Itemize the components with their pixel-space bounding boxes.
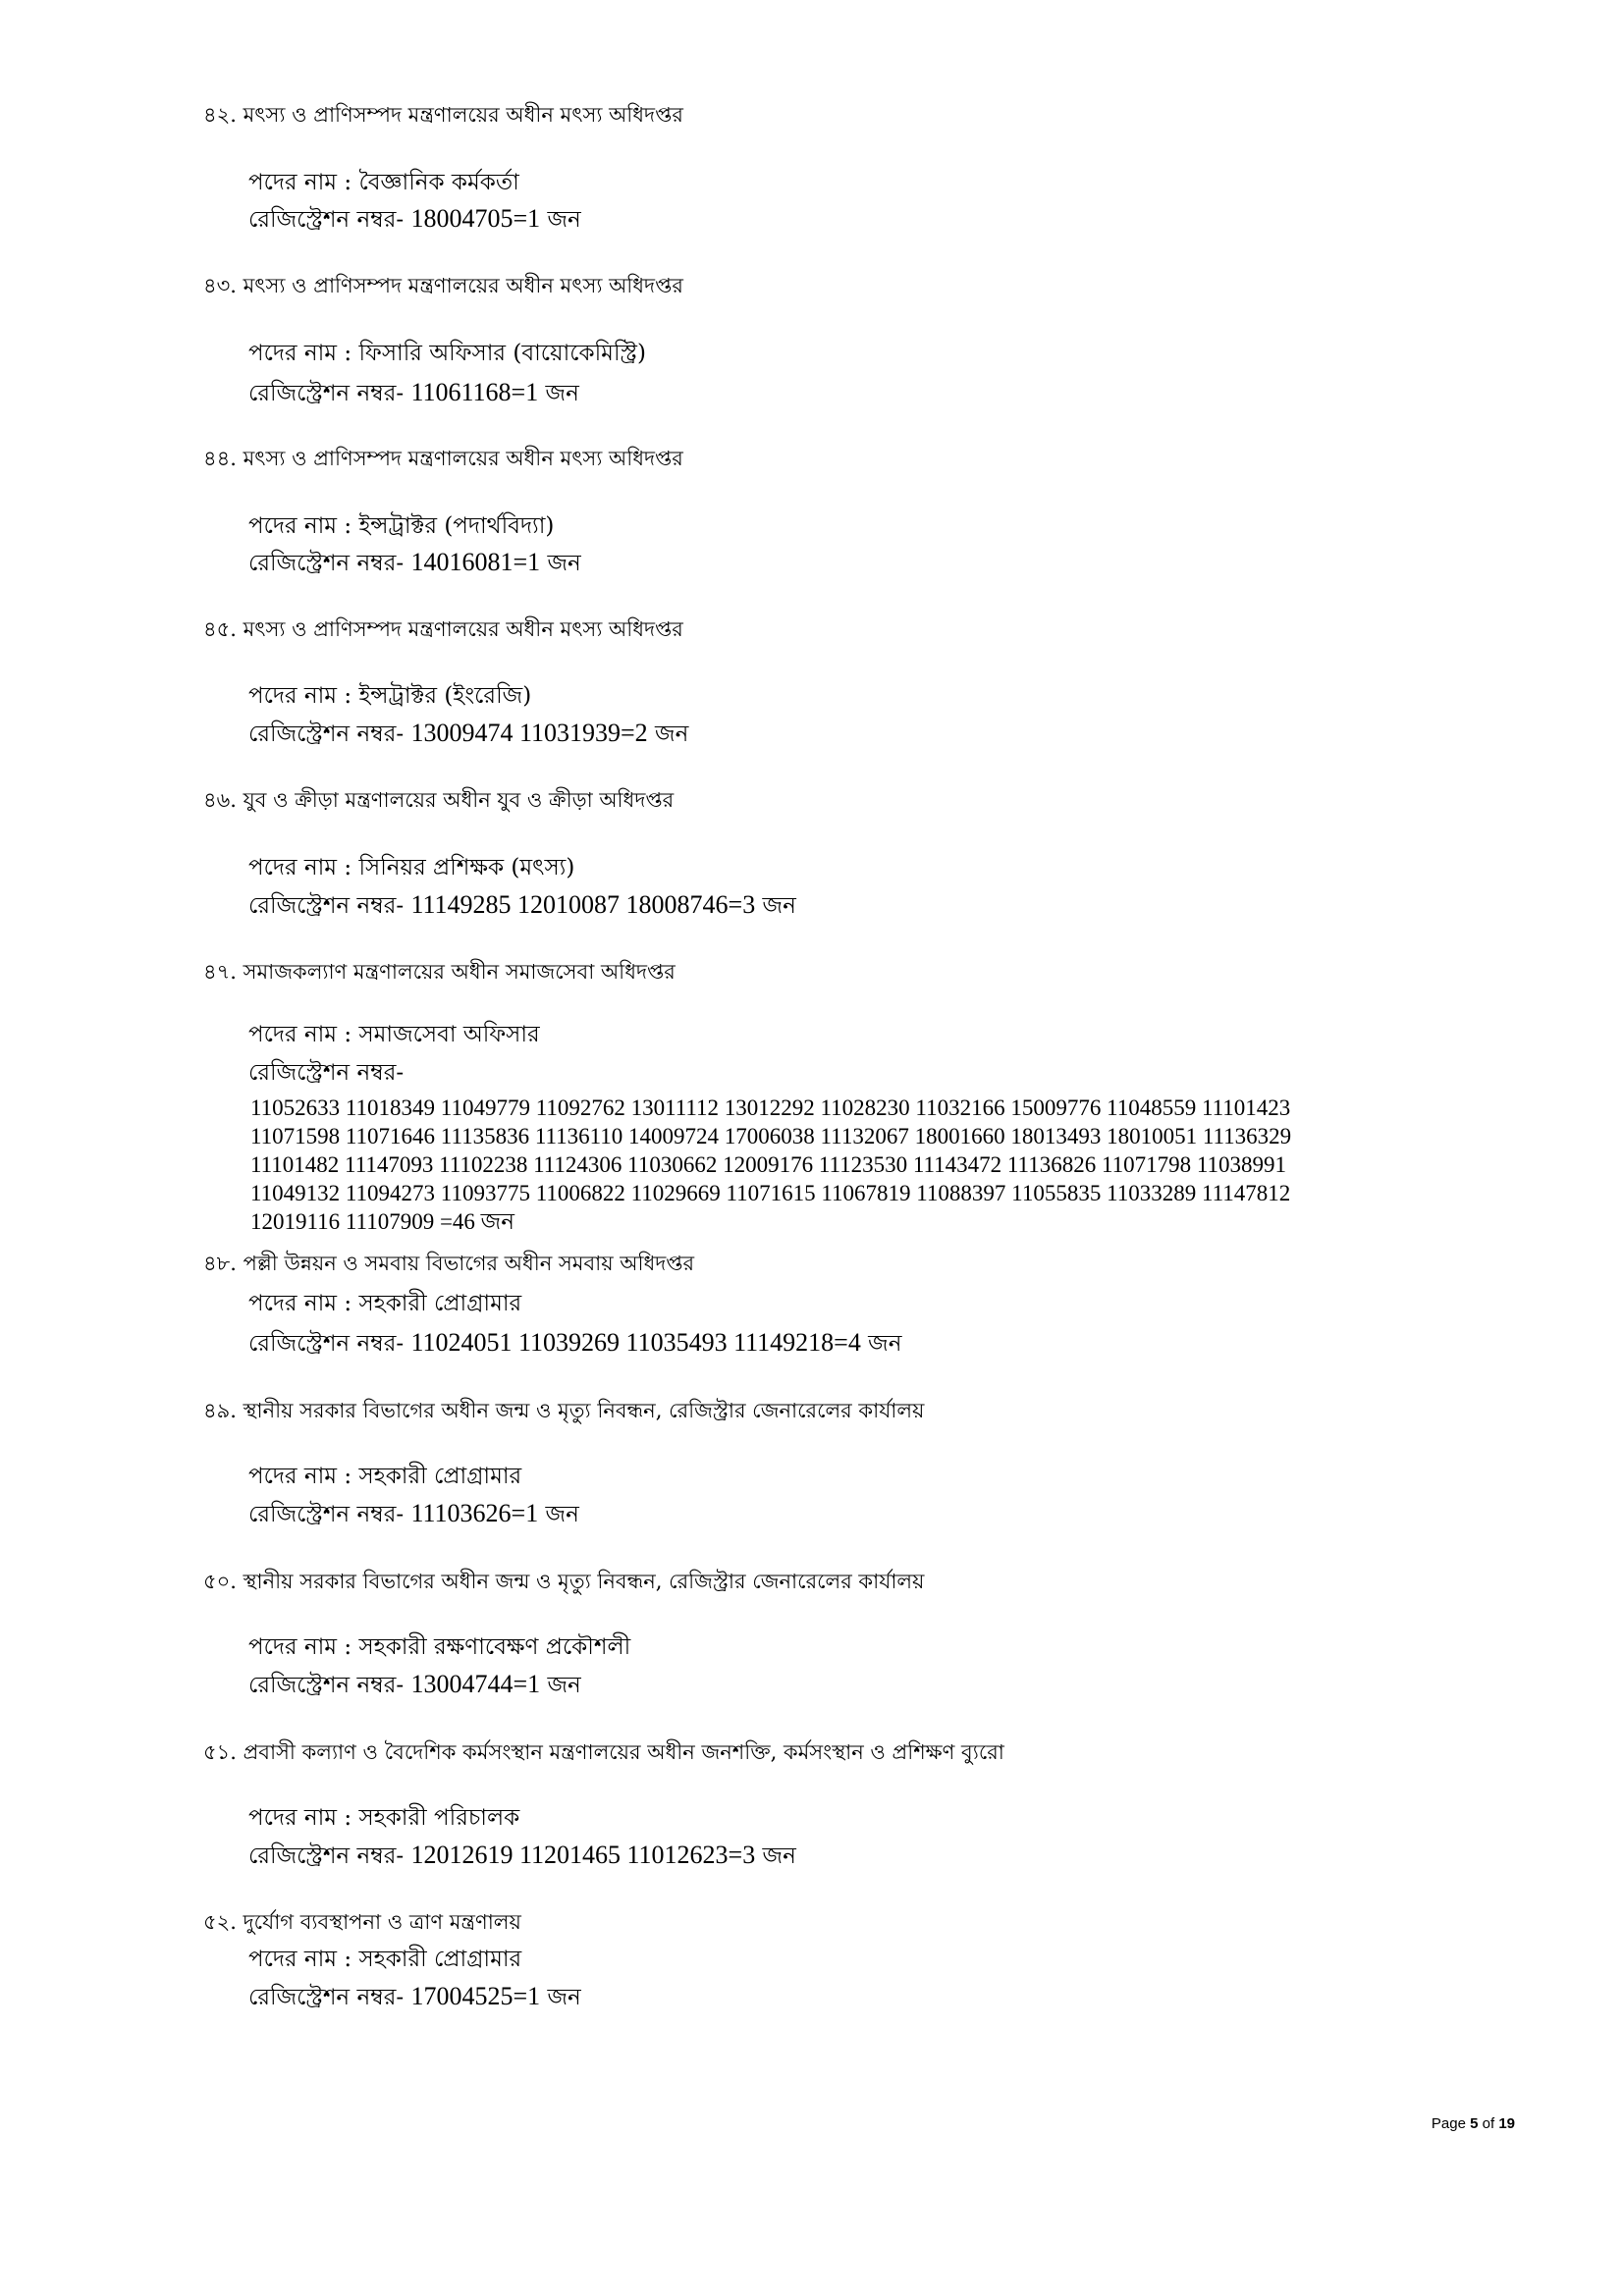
- post-name-45: পদের নাম : ইন্সট্রাক্টর (ইংরেজি): [248, 683, 532, 709]
- registration-number-list-47: [250, 1094, 1527, 1236]
- registration-label: রেজিস্ট্রেশন নম্বর-: [248, 1673, 405, 1698]
- post-name-46: পদের নাম : সিনিয়র প্রশিক্ষক (মৎস্য): [248, 855, 575, 881]
- number-line: 11052633 11018349 11049779 11092762 13011112 13012292 11028230 11032166 15009776 11048559 11101423: [250, 1095, 1291, 1120]
- unit-label: জন: [547, 1985, 581, 2010]
- post-name-49: পদের নাম : সহকারী প্রোগ্রামার: [248, 1464, 522, 1489]
- registration-numbers: 18004705=1: [410, 204, 541, 233]
- post-name-51: পদের নাম : সহকারী পরিচালক: [248, 1805, 520, 1831]
- registration-numbers: 12012619 11201465 11012623=3: [410, 1841, 756, 1869]
- post-name-43: পদের নাম : ফিসারি অফিসার (বায়োকেমিস্ট্রি): [248, 341, 646, 366]
- registration-label: রেজিস্ট্রেশন নম্বর-: [248, 1331, 405, 1357]
- entry-heading-42: ৪২. মৎস্য ও প্রাণিসম্পদ মন্ত্রণালয়ের অধীন মৎস্য অধিদপ্তর: [203, 103, 683, 127]
- unit-label: জন: [547, 207, 581, 233]
- registration-numbers: 14016081=1: [410, 548, 541, 576]
- entry-heading-50: ৫০. স্থানীয় সরকার বিভাগের অধীন জন্ম ও মৃত্যু নিবন্ধন, রেজিস্ট্রার জেনারেলের কার্যালয়: [203, 1570, 925, 1593]
- registration-label: রেজিস্ট্রেশন নম্বর-: [248, 893, 405, 919]
- entry-heading-52: ৫২. দুর্যোগ ব্যবস্থাপনা ও ত্রাণ মন্ত্রণালয়: [203, 1910, 521, 1934]
- registration-label: রেজিস্ট্রেশন নম্বর-: [248, 551, 405, 576]
- unit-label: জন: [545, 1502, 579, 1527]
- entry-heading-47: ৪৭. সমাজকল্যাণ মন্ত্রণালয়ের অধীন সমাজসেবা অধিদপ্তর: [203, 960, 676, 984]
- current-page: 5: [1470, 2115, 1479, 2132]
- of-word: of: [1482, 2115, 1495, 2132]
- entry-heading-49: ৪৯. স্থানীয় সরকার বিভাগের অধীন জন্ম ও মৃত্যু নিবন্ধন, রেজিস্ট্রার জেনারেলের কার্যালয়: [203, 1399, 925, 1422]
- post-name-52: পদের নাম : সহকারী প্রোগ্রামার: [248, 1947, 522, 1972]
- registration-51: [248, 1840, 796, 1872]
- registration-45: [248, 718, 688, 750]
- number-line: 11049132 11094273 11093775 11006822 11029669 11071615 11067819 11088397 11055835 11033289 11147812: [250, 1181, 1291, 1205]
- registration-numbers: 11061168=1: [410, 378, 539, 406]
- number-line-total: [250, 1207, 1527, 1236]
- entry-heading-44: ৪৪. মৎস্য ও প্রাণিসম্পদ মন্ত্রণালয়ের অধীন মৎস্য অধিদপ্তর: [203, 447, 683, 470]
- registration-label: রেজিস্ট্রেশন নম্বর-: [248, 1502, 405, 1527]
- registration-49: [248, 1498, 579, 1530]
- registration-52: [248, 1981, 581, 2013]
- unit-label: জন: [547, 551, 581, 576]
- post-name-47: পদের নাম : সমাজসেবা অফিসার: [248, 1022, 540, 1047]
- registration-label: রেজিস্ট্রেশন নম্বর-: [248, 1985, 405, 2010]
- number-line: 12019116 11107909 =46: [250, 1209, 475, 1234]
- page-number: [1432, 2115, 1515, 2132]
- registration-44: [248, 547, 581, 579]
- post-name-44: পদের নাম : ইন্সট্রাক্টর (পদার্থবিদ্যা): [248, 513, 555, 539]
- unit-label: জন: [762, 893, 796, 919]
- post-name-42: পদের নাম : বৈজ্ঞানিক কর্মকর্তা: [248, 170, 519, 195]
- registration-numbers: 11149285 12010087 18008746=3: [410, 890, 756, 919]
- unit-label: জন: [547, 1673, 581, 1698]
- registration-46: [248, 889, 796, 922]
- number-line: 11101482 11147093 11102238 11124306 11030662 12009176 11123530 11143472 11136826 11071798 11038991: [250, 1152, 1286, 1177]
- registration-label: রেজিস্ট্রেশন নম্বর-: [248, 1060, 405, 1086]
- unit-label: জন: [545, 381, 579, 406]
- post-name-50: পদের নাম : সহকারী রক্ষণাবেক্ষণ প্রকৌশলী: [248, 1634, 631, 1660]
- registration-label: রেজিস্ট্রেশন নম্বর-: [248, 721, 405, 747]
- registration-numbers: 11103626=1: [410, 1499, 539, 1527]
- entry-heading-43: ৪৩. মৎস্য ও প্রাণিসম্পদ মন্ত্রণালয়ের অধীন মৎস্য অধিদপ্তর: [203, 274, 683, 297]
- entry-heading-45: ৪৫. মৎস্য ও প্রাণিসম্পদ মন্ত্রণালয়ের অধীন মৎস্য অধিদপ্তর: [203, 617, 683, 641]
- unit-label: জন: [762, 1843, 796, 1869]
- registration-numbers: 17004525=1: [410, 1982, 541, 2010]
- entry-heading-48: ৪৮. পল্লী উন্নয়ন ও সমবায় বিভাগের অধীন সমবায় অধিদপ্তর: [203, 1252, 695, 1275]
- entry-heading-51: ৫১. প্রবাসী কল্যাণ ও বৈদেশিক কর্মসংস্থান মন্ত্রণালয়ের অধীন জনশক্তি, কর্মসংস্থান ও প্রশিক্ষণ ব্যুরো: [203, 1740, 1004, 1764]
- registration-42: [248, 203, 581, 236]
- registration-label: রেজিস্ট্রেশন নম্বর-: [248, 381, 405, 406]
- total-pages: 19: [1498, 2115, 1515, 2132]
- post-name-48: পদের নাম : সহকারী প্রোগ্রামার: [248, 1291, 522, 1316]
- entry-heading-46: ৪৬. যুব ও ক্রীড়া মন্ত্রণালয়ের অধীন যুব ও ক্রীড়া অধিদপ্তর: [203, 788, 675, 812]
- registration-label: রেজিস্ট্রেশন নম্বর-: [248, 207, 405, 233]
- page-word: Page: [1431, 2115, 1466, 2132]
- registration-48: [248, 1327, 901, 1360]
- registration-numbers: 13004744=1: [410, 1670, 541, 1698]
- registration-numbers: 11024051 11039269 11035493 11149218=4: [410, 1328, 861, 1357]
- unit-label: জন: [868, 1331, 902, 1357]
- registration-numbers: 13009474 11031939=2: [410, 719, 648, 747]
- number-line: 11071598 11071646 11135836 11136110 14009724 17006038 11132067 18001660 18013493 18010051 11136329: [250, 1124, 1292, 1148]
- registration-50: [248, 1669, 581, 1701]
- unit-label: জন: [655, 721, 689, 747]
- unit-label: জন: [480, 1209, 514, 1234]
- registration-label-47: [248, 1057, 404, 1089]
- registration-label: রেজিস্ট্রেশন নম্বর-: [248, 1843, 405, 1869]
- registration-43: [248, 377, 579, 409]
